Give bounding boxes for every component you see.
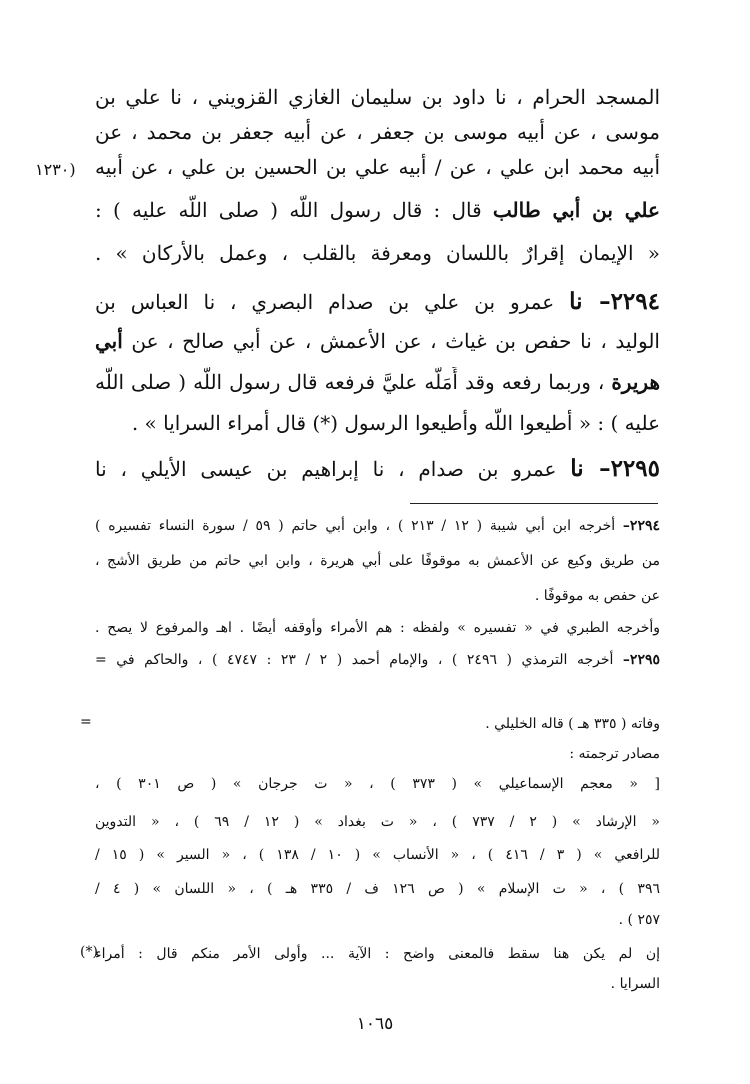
footnote-separator: [410, 503, 658, 504]
margin-page-reference: (١٢٣٠: [35, 160, 76, 179]
hadith-number-2295: ٢٢٩٥– نا: [570, 455, 660, 482]
asterisk-footnote-line-1: إن لم يكن هنا سقط فالمعنى واضح : الآية ... وأولى الأمر منكم قال : أمراء: [95, 946, 660, 962]
main-text-line-2: موسى ، عن أبيه موسى بن جعفر ، عن أبيه جعفر بن محمد ، عن: [95, 120, 660, 144]
asterisk-footnote-marker: (*): [80, 944, 98, 960]
hadith-2294-line-3-rest: ، وربما رفعه وقد أَمَلَّه عليَّ فرفعه قال رسول اللّه ( صلى اللّه: [95, 370, 612, 394]
continuation-line-2: مصادر ترجمته :: [569, 746, 660, 762]
hadith-2294-line-1: [95, 287, 660, 317]
asterisk-footnote-line-2: السرايا .: [610, 976, 660, 992]
hadith-2295-line-1: [95, 454, 660, 484]
footnote-2294-line-3: عن حفص به موقوفًا .: [534, 588, 660, 604]
continuation-line-5: للرافعي » ( ٣ / ٤١٦ ) ، « الأنساب » ( ١٠ / ١٣٨ ) ، « السير » ( ١٥ /: [95, 847, 660, 863]
continuation-line-4: « الإرشاد » ( ٢ / ٧٣٧ ) ، « ت بغداد » ( ١٢ / ٦٩ ) ، « التدوين: [95, 814, 660, 830]
main-text-line-3: أبيه محمد ابن علي ، عن / أبيه علي بن الحسين بن علي ، عن أبيه: [95, 155, 660, 179]
narrator-hurayra-bold: هريرة: [611, 370, 660, 394]
continuation-line-7: ٢٥٧ ) .: [618, 912, 660, 928]
footnote-2294-line-2: من طريق وكيع عن الأعمش به موقوفًا على أبي هريرة ، وابن ابي حاتم من طريق الأشج ،: [95, 553, 660, 569]
footnote-number-2294: ٢٢٩٤–: [622, 518, 660, 534]
hadith-2294-line-2-text: الوليد ، نا حفص بن غياث ، عن الأعمش ، عن أبي صالح ، عن: [122, 329, 660, 353]
page-number: ١٠٦٥: [356, 1014, 394, 1034]
main-text-line-4: [95, 195, 660, 225]
hadith-2295-line-1-rest: عمرو بن صدام ، نا إبراهيم بن عيسى الأيلي ، نا: [95, 457, 571, 481]
continuation-line-1: وفاته ( ٣٣٥ هـ ) قاله الخليلي .: [485, 716, 660, 732]
footnote-2295-line-1: [95, 648, 660, 672]
footnote-2294-line-1: [95, 514, 660, 538]
footnote-2294-line-4: وأخرجه الطبري في « تفسيره » ولفظه : هم الأمراء وأوقفه أيضًا . اهـ والمرفوع لا يصح .: [95, 620, 660, 636]
main-text-line-4-rest: قال : قال رسول اللّه ( صلى اللّه عليه ) :: [95, 198, 493, 222]
narrator-name-bold: علي بن أبي طالب: [492, 198, 660, 222]
footnote-2294-text-1: أخرجه ابن أبي شيبة ( ١٢ / ٢١٣ ) ، وابن أبي حاتم ( ٥٩ / سورة النساء تفسيره ): [95, 518, 623, 534]
main-text-line-1: المسجد الحرام ، نا داود بن سليمان الغازي القزويني ، نا علي بن: [95, 85, 660, 109]
hadith-number-2294: ٢٢٩٤– نا: [569, 288, 660, 315]
footnote-number-2295: ٢٢٩٥–: [622, 652, 660, 668]
footnote-2295-text-1: أخرجه الترمذي ( ٢٤٩٦ ) ، والإمام أحمد ( ٢ / ٢٣ : ٤٧٤٧ ) ، والحاكم في =: [95, 652, 623, 668]
hadith-text-line: « الإيمان إقرارٌ باللسان ومعرفة بالقلب ، وعمل بالأركان » .: [95, 241, 660, 265]
continuation-marker: =: [80, 714, 92, 730]
narrator-abi-bold: أبي: [95, 329, 123, 353]
hadith-2294-line-2: [95, 326, 660, 356]
hadith-2294-line-3: [95, 367, 660, 397]
continuation-line-3: [ « معجم الإسماعيلي » ( ٣٧٣ ) ، « ت جرجان » ( ص ٣٠١ ) ،: [95, 776, 660, 792]
hadith-2294-line-1-rest: عمرو بن علي بن صدام البصري ، نا العباس بن: [95, 290, 570, 314]
continuation-line-6: ٣٩٦ ) ، « ت الإسلام » ( ص ١٢٦ ف / ٣٣٥ هـ ) ، « اللسان » ( ٤ /: [95, 881, 660, 897]
hadith-2294-line-4: عليه ) : « أطيعوا اللّه وأطيعوا الرسول (*) قال أمراء السرايا » .: [131, 411, 660, 435]
